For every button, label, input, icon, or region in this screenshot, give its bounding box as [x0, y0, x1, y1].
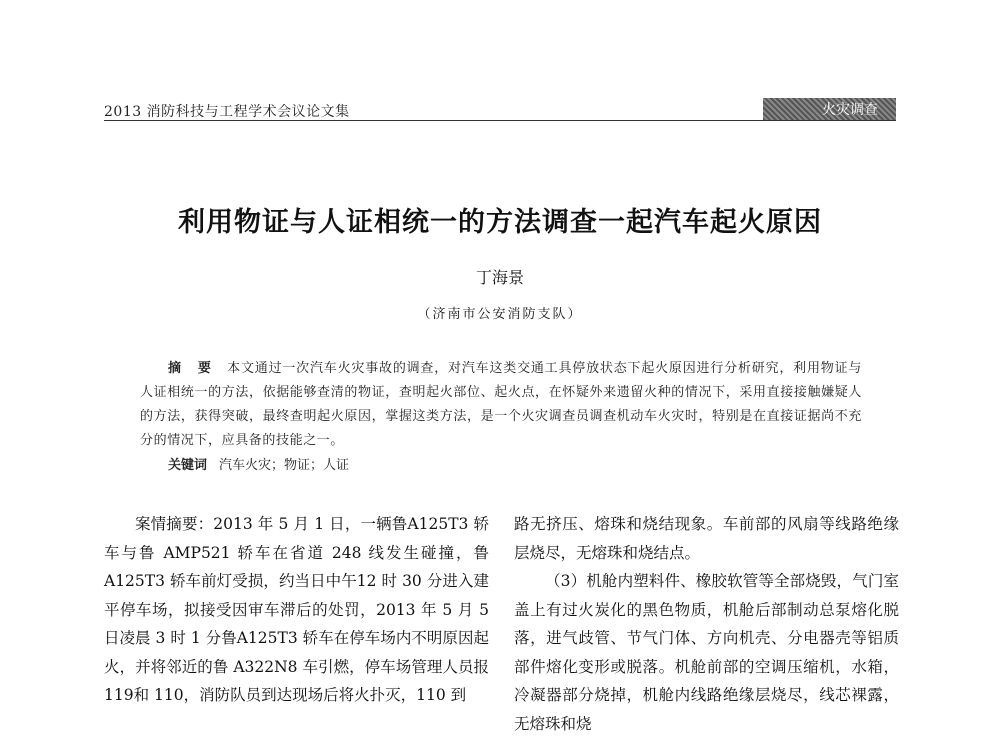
paper-title: 利用物证与人证相统一的方法调查一起汽车起火原因 — [178, 207, 822, 238]
right-column-paragraph-2: （3）机舱内塑料件、橡胶软管等全部烧毁，气门室盖上有过火炭化的黑色物质，机舱后部制动总泵熔化脱落，进气歧管、节气门体、方向机壳、分电器壳等铝质部件熔化变形或脱落。机舱前部的空调压缩机，水箱，冷凝器部分烧掉，机舱内线路绝缘层烧尽，线芯裸露，无熔珠和烧 — [514, 572, 899, 733]
journal-header: 2013 消防科技与工程学术会议论文集 — [104, 104, 350, 120]
abstract-label: 摘 要 — [168, 361, 218, 376]
body-left-column — [104, 510, 489, 710]
keywords — [168, 454, 349, 473]
body-right-column — [514, 510, 899, 738]
abstract-text: 本文通过一次汽车火灾事故的调查，对汽车这类交通工具停放状态下起火原因进行分析研究，利用物证与人证相统一的方法，依据能够查清的物证，查明起火部位、起火点，在怀疑外来遗留火种的情况下，采用直接接触嫌疑人的方法，获得突破，最终查明起火原因，掌握这类方法，是一个火灾调查员调查机动车火灾时，特别是在直接证据尚不充分的情况下，应具备的技能之一。 — [140, 361, 862, 448]
keywords-label: 关键词 — [168, 458, 208, 473]
paper-author: 丁海景 — [475, 268, 524, 287]
section-tag — [763, 98, 896, 120]
left-column-paragraph: 案情摘要：2013 年 5 月 1 日，一辆鲁A125T3 轿车与鲁 AMP521 轿车在省道 248 线发生碰撞，鲁 A125T3 轿车前灯受损，约当日中午12 时 30 分进入建平停车场，拟接受因审车滞后的处罚，2013 年 5 月 5 日凌晨 3 时 1 分鲁A125T3 轿车在停车场内不明原因起火，并将邻近的鲁 A322N8 车引燃，停车场管理人员报 119和 110，消防队员到达现场后将火扑灭，110 到 — [104, 515, 489, 704]
section-tag-label: 火灾调查 — [822, 102, 878, 118]
keywords-text: 汽车火灾；物证；人证 — [219, 458, 350, 473]
header-rule — [104, 120, 896, 121]
paper-affiliation: （济南市公安消防支队） — [417, 307, 583, 322]
abstract — [140, 357, 862, 453]
right-column-paragraph-1: 路无挤压、熔珠和烧结现象。车前部的风扇等线路绝缘层烧尽，无熔珠和烧结点。 — [514, 515, 899, 562]
